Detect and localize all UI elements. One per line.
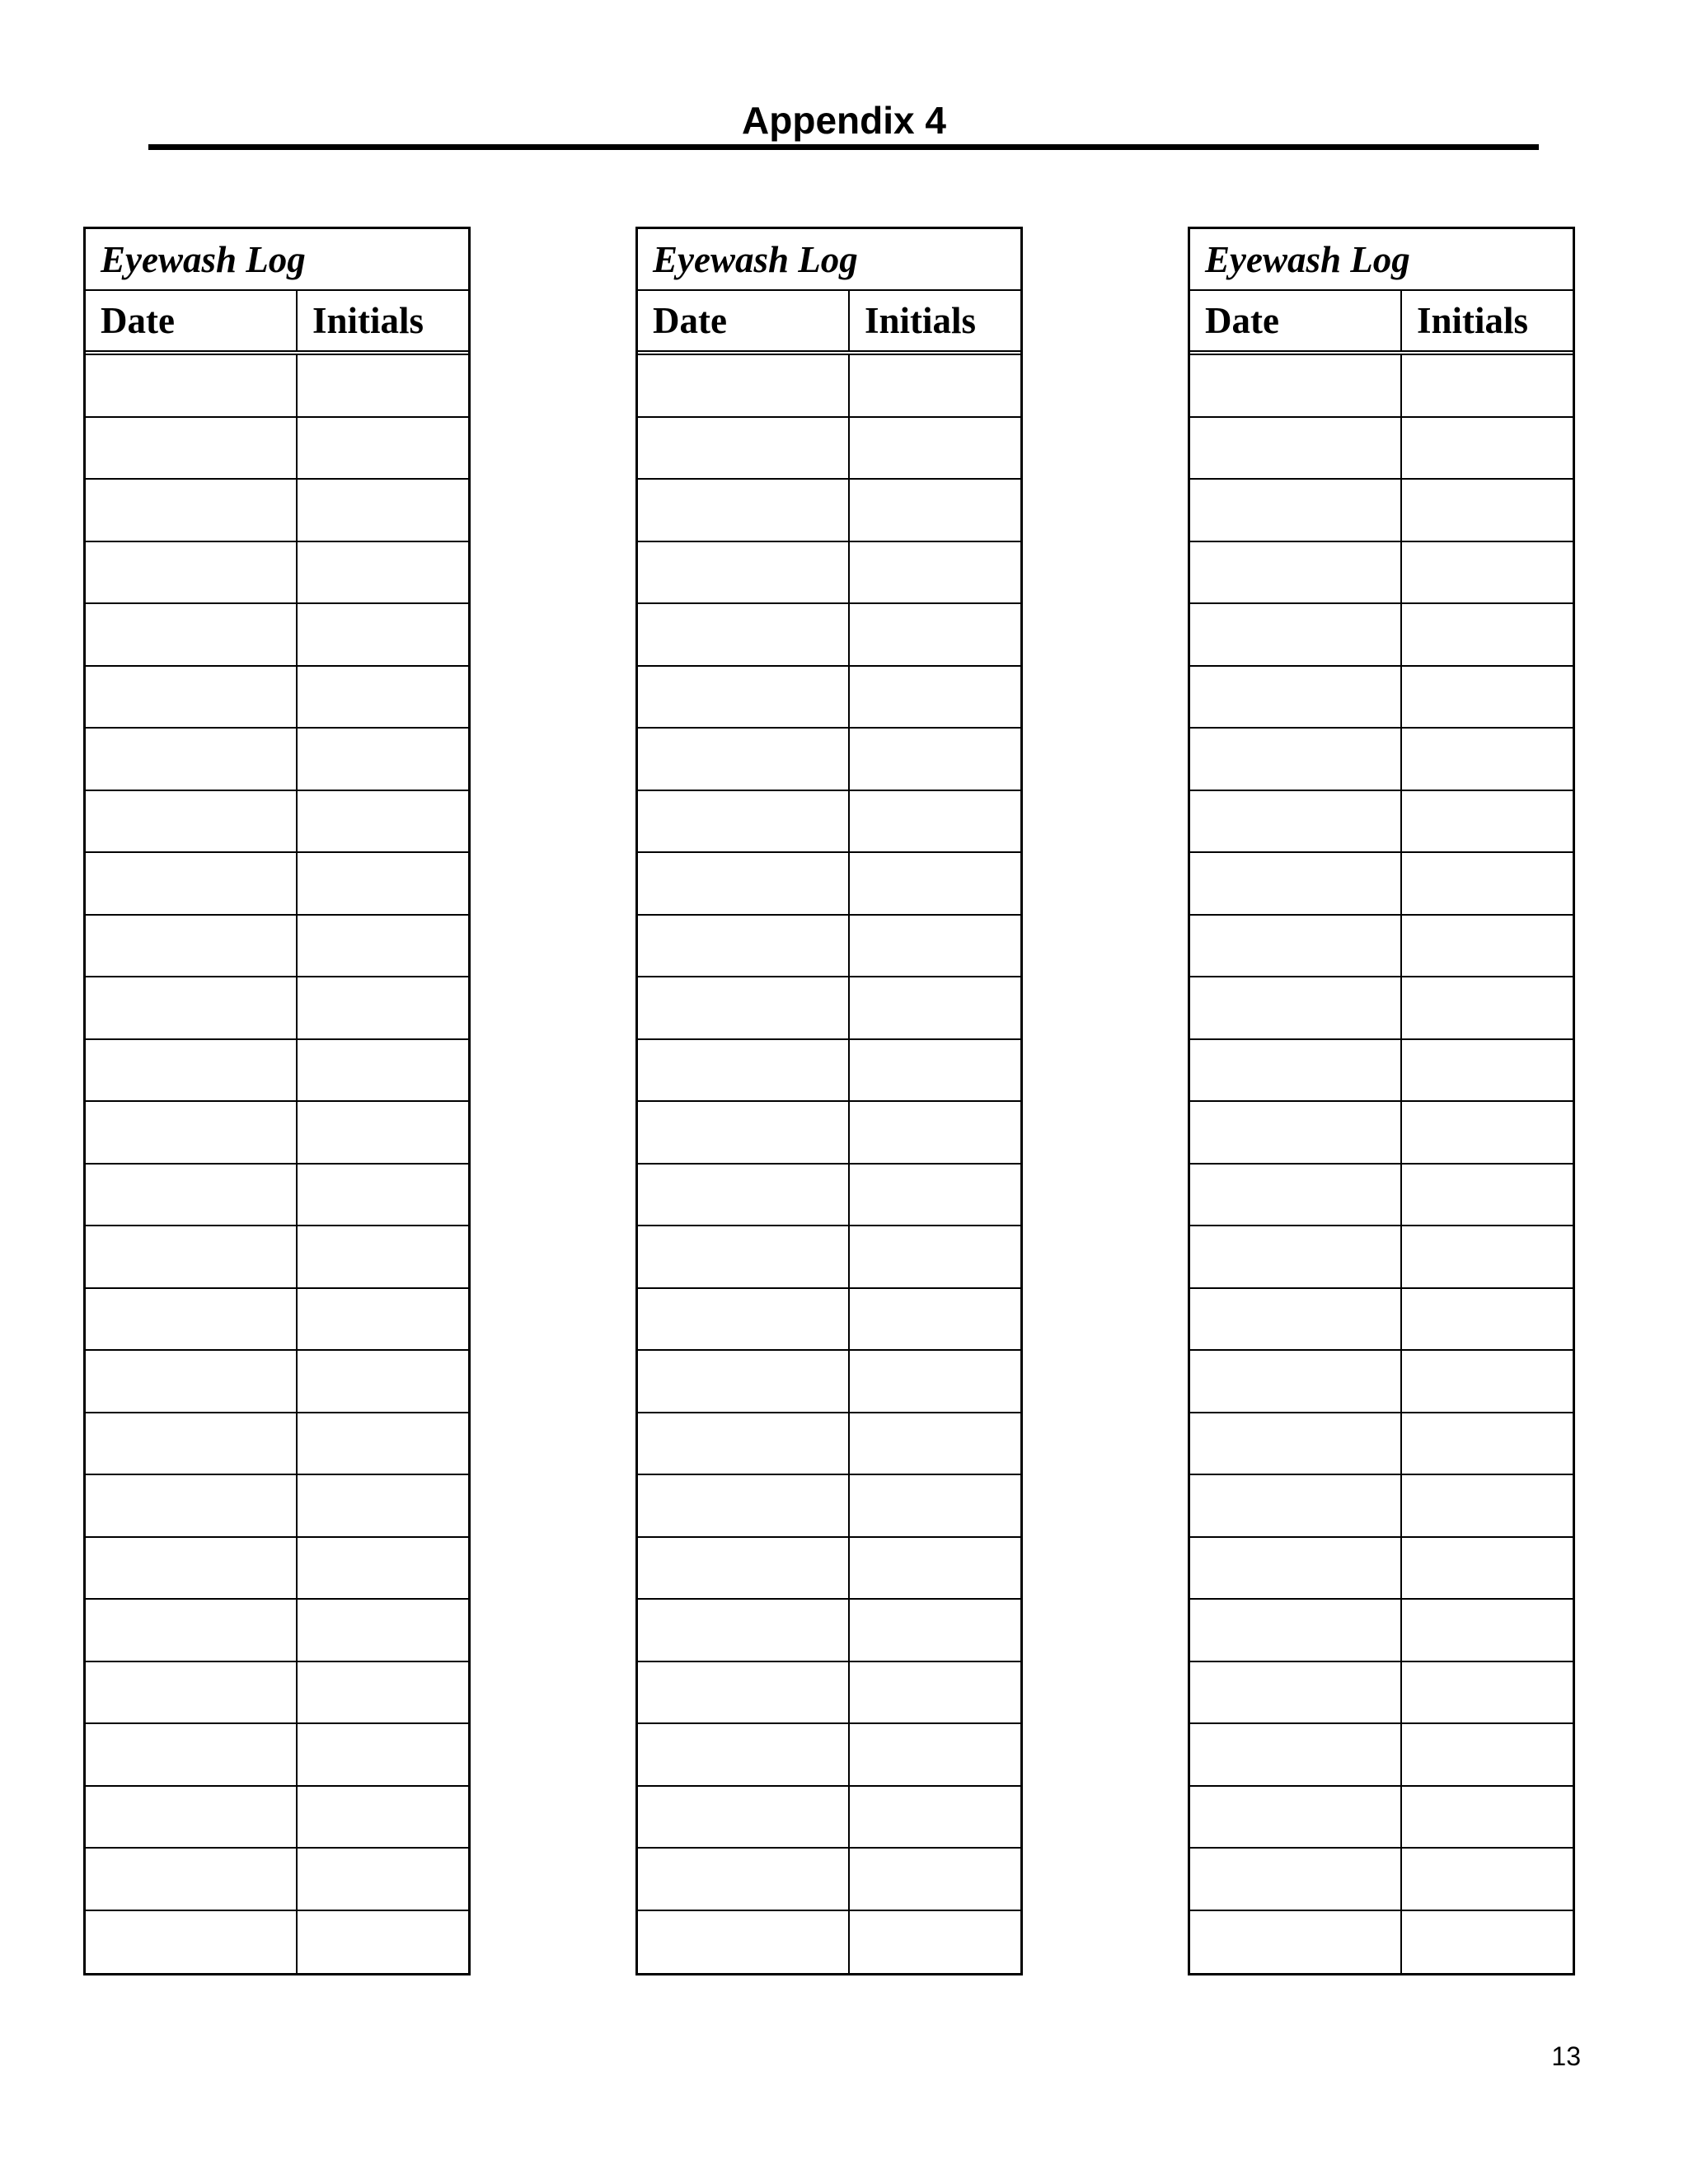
date-cell[interactable] (86, 1787, 298, 1848)
initials-column-header: Initials (312, 300, 424, 341)
log-row (86, 1351, 468, 1413)
initials-cell[interactable] (298, 791, 468, 852)
date-cell[interactable] (1190, 1226, 1402, 1287)
date-cell[interactable] (1190, 1413, 1402, 1474)
date-cell[interactable] (86, 604, 298, 665)
date-cell[interactable] (1190, 604, 1402, 665)
eyewash-log-table-1 (83, 227, 471, 1975)
log-row (638, 1413, 1020, 1476)
date-cell[interactable] (638, 480, 850, 541)
log-row (86, 1849, 468, 1911)
log-row (1190, 1413, 1573, 1476)
log-row (1190, 916, 1573, 978)
date-cell[interactable] (86, 355, 298, 416)
log-row (638, 667, 1020, 729)
log-row (638, 916, 1020, 978)
initials-cell[interactable] (298, 1911, 468, 1974)
initials-cell[interactable] (850, 604, 1020, 665)
initials-cell[interactable] (298, 1413, 468, 1474)
date-column-header: Date (638, 291, 850, 350)
date-cell[interactable] (1190, 853, 1402, 914)
log-title: Eyewash Log (86, 229, 468, 291)
log-row (1190, 1040, 1573, 1103)
initials-cell[interactable] (1402, 604, 1573, 665)
log-row (638, 355, 1020, 418)
date-cell[interactable] (86, 1662, 298, 1723)
date-cell[interactable] (638, 1538, 850, 1599)
eyewash-log-table-2 (635, 227, 1023, 1975)
log-row (1190, 1600, 1573, 1662)
initials-cell[interactable] (850, 1289, 1020, 1350)
date-column-header: Date (86, 291, 298, 350)
date-cell[interactable] (638, 542, 850, 603)
initials-cell[interactable] (298, 853, 468, 914)
log-row (86, 1040, 468, 1103)
initials-cell[interactable] (1402, 916, 1573, 977)
log-row (86, 1787, 468, 1849)
log-row (86, 1475, 468, 1538)
log-row (1190, 1662, 1573, 1725)
date-cell[interactable] (86, 1475, 298, 1536)
initials-cell[interactable] (850, 916, 1020, 977)
date-cell[interactable] (1190, 1662, 1402, 1723)
log-row (1190, 791, 1573, 854)
log-row (1190, 853, 1573, 916)
log-row (1190, 418, 1573, 480)
date-cell[interactable] (86, 1724, 298, 1785)
date-cell[interactable] (1190, 1351, 1402, 1412)
log-row (86, 604, 468, 667)
log-row (86, 1289, 468, 1352)
date-cell[interactable] (1190, 1165, 1402, 1226)
log-row (638, 1102, 1020, 1165)
log-header-row (86, 291, 468, 355)
date-cell[interactable] (86, 1165, 298, 1226)
initials-cell[interactable] (1402, 1600, 1573, 1661)
log-row (638, 480, 1020, 542)
date-cell[interactable] (1190, 1289, 1402, 1350)
log-row (638, 1475, 1020, 1538)
date-cell[interactable] (1190, 1787, 1402, 1848)
initials-cell[interactable] (1402, 1787, 1573, 1848)
log-row (638, 791, 1020, 854)
date-cell[interactable] (1190, 355, 1402, 416)
title-divider (148, 144, 1539, 150)
log-row (638, 1040, 1020, 1103)
log-row (1190, 977, 1573, 1040)
date-cell[interactable] (86, 916, 298, 977)
initials-cell[interactable] (850, 1538, 1020, 1599)
log-body (1190, 355, 1573, 1973)
date-cell[interactable] (638, 1102, 850, 1163)
initials-cell[interactable] (1402, 1289, 1573, 1350)
initials-cell[interactable] (850, 542, 1020, 603)
initials-cell[interactable] (298, 1165, 468, 1226)
initials-cell[interactable] (298, 729, 468, 790)
date-cell[interactable] (1190, 1911, 1402, 1974)
initials-cell[interactable] (1402, 1226, 1573, 1287)
initials-cell[interactable] (298, 916, 468, 977)
initials-cell[interactable] (298, 604, 468, 665)
date-cell[interactable] (638, 1849, 850, 1910)
date-cell[interactable] (638, 1662, 850, 1723)
initials-cell[interactable] (298, 1040, 468, 1101)
date-cell[interactable] (638, 1351, 850, 1412)
log-row (86, 916, 468, 978)
initials-cell[interactable] (850, 1102, 1020, 1163)
initials-cell[interactable] (1402, 1911, 1573, 1974)
date-cell[interactable] (638, 1413, 850, 1474)
initials-cell[interactable] (298, 1662, 468, 1723)
date-cell[interactable] (1190, 791, 1402, 852)
date-cell[interactable] (638, 1165, 850, 1226)
initials-column-header: Initials (865, 300, 977, 341)
initials-cell[interactable] (1402, 1475, 1573, 1536)
initials-cell[interactable] (298, 1724, 468, 1785)
log-row (86, 1165, 468, 1227)
date-cell[interactable] (86, 1849, 298, 1910)
initials-cell[interactable] (850, 1413, 1020, 1474)
initials-cell[interactable] (298, 418, 468, 479)
date-cell[interactable] (1190, 1849, 1402, 1910)
date-cell[interactable] (638, 977, 850, 1038)
initials-cell[interactable] (298, 977, 468, 1038)
initials-cell[interactable] (1402, 1849, 1573, 1910)
initials-cell[interactable] (850, 355, 1020, 416)
log-header-row (1190, 291, 1573, 355)
log-row (1190, 1911, 1573, 1974)
date-cell[interactable] (86, 1600, 298, 1661)
log-row (638, 418, 1020, 480)
log-row (1190, 1849, 1573, 1911)
date-cell[interactable] (86, 729, 298, 790)
log-row (86, 1600, 468, 1662)
log-row (638, 1849, 1020, 1911)
initials-cell[interactable] (298, 1351, 468, 1412)
initials-cell[interactable] (1402, 418, 1573, 479)
initials-cell[interactable] (850, 1724, 1020, 1785)
initials-cell[interactable] (850, 729, 1020, 790)
log-row (1190, 1226, 1573, 1289)
log-row (86, 977, 468, 1040)
log-row (638, 1165, 1020, 1227)
date-cell[interactable] (86, 1289, 298, 1350)
log-row (638, 1226, 1020, 1289)
initials-cell[interactable] (850, 1351, 1020, 1412)
log-row (638, 1600, 1020, 1662)
initials-cell[interactable] (298, 1102, 468, 1163)
date-cell[interactable] (1190, 977, 1402, 1038)
log-row (1190, 1538, 1573, 1601)
date-cell[interactable] (1190, 916, 1402, 977)
initials-cell[interactable] (298, 1787, 468, 1848)
initials-cell[interactable] (298, 1538, 468, 1599)
log-row (638, 1538, 1020, 1601)
eyewash-log-table-3 (1188, 227, 1575, 1975)
initials-cell[interactable] (298, 480, 468, 541)
initials-cell[interactable] (850, 1040, 1020, 1101)
log-title: Eyewash Log (1190, 229, 1573, 291)
date-cell[interactable] (1190, 1538, 1402, 1599)
log-row (638, 1911, 1020, 1974)
date-cell[interactable] (638, 1787, 850, 1848)
initials-cell[interactable] (1402, 1040, 1573, 1101)
initials-cell[interactable] (850, 480, 1020, 541)
initials-cell[interactable] (850, 1911, 1020, 1974)
initials-cell[interactable] (298, 1289, 468, 1350)
initials-cell[interactable] (850, 1787, 1020, 1848)
date-cell[interactable] (638, 1724, 850, 1785)
initials-cell[interactable] (850, 1662, 1020, 1723)
log-row (86, 1538, 468, 1601)
initials-cell[interactable] (1402, 1351, 1573, 1412)
log-row (1190, 1351, 1573, 1413)
initials-cell[interactable] (298, 355, 468, 416)
log-row (638, 1289, 1020, 1352)
log-row (1190, 355, 1573, 418)
date-column-header: Date (1190, 291, 1402, 350)
log-row (1190, 667, 1573, 729)
log-row (638, 604, 1020, 667)
initials-cell[interactable] (850, 853, 1020, 914)
log-row (1190, 729, 1573, 791)
initials-cell[interactable] (1402, 480, 1573, 541)
initials-cell[interactable] (298, 1475, 468, 1536)
initials-cell[interactable] (1402, 1102, 1573, 1163)
log-row (86, 480, 468, 542)
initials-cell[interactable] (1402, 853, 1573, 914)
log-row (86, 542, 468, 605)
date-cell[interactable] (638, 1475, 850, 1536)
date-cell[interactable] (638, 418, 850, 479)
date-cell[interactable] (638, 604, 850, 665)
log-row (86, 1911, 468, 1974)
log-row (86, 1226, 468, 1289)
date-cell[interactable] (86, 977, 298, 1038)
date-cell[interactable] (86, 1040, 298, 1101)
log-row (1190, 1787, 1573, 1849)
log-row (1190, 1289, 1573, 1352)
log-row (638, 542, 1020, 605)
initials-cell[interactable] (1402, 542, 1573, 603)
page-title: Appendix 4 (742, 99, 946, 142)
date-cell[interactable] (638, 355, 850, 416)
log-title: Eyewash Log (638, 229, 1020, 291)
date-cell[interactable] (638, 1289, 850, 1350)
initials-cell[interactable] (1402, 1165, 1573, 1226)
initials-cell[interactable] (298, 542, 468, 603)
log-row (1190, 1165, 1573, 1227)
date-cell[interactable] (86, 791, 298, 852)
log-row (86, 418, 468, 480)
log-row (86, 1662, 468, 1725)
initials-cell[interactable] (850, 1849, 1020, 1910)
initials-column-header: Initials (1417, 300, 1529, 341)
log-row (1190, 480, 1573, 542)
date-cell[interactable] (1190, 1600, 1402, 1661)
initials-cell[interactable] (298, 1849, 468, 1910)
date-cell[interactable] (86, 418, 298, 479)
date-cell[interactable] (86, 542, 298, 603)
initials-cell[interactable] (1402, 729, 1573, 790)
date-cell[interactable] (638, 1040, 850, 1101)
initials-cell[interactable] (1402, 667, 1573, 728)
date-cell[interactable] (1190, 1040, 1402, 1101)
log-row (86, 1102, 468, 1165)
date-cell[interactable] (86, 1911, 298, 1974)
initials-cell[interactable] (850, 667, 1020, 728)
initials-cell[interactable] (298, 1226, 468, 1287)
date-cell[interactable] (86, 1351, 298, 1412)
date-cell[interactable] (1190, 667, 1402, 728)
log-row (86, 667, 468, 729)
date-cell[interactable] (86, 1413, 298, 1474)
log-row (86, 355, 468, 418)
date-cell[interactable] (1190, 1475, 1402, 1536)
date-cell[interactable] (1190, 1724, 1402, 1785)
log-row (1190, 1475, 1573, 1538)
log-row (638, 1662, 1020, 1725)
date-cell[interactable] (86, 1226, 298, 1287)
date-cell[interactable] (86, 853, 298, 914)
initials-cell[interactable] (850, 977, 1020, 1038)
log-row (1190, 1724, 1573, 1787)
date-cell[interactable] (638, 667, 850, 728)
initials-cell[interactable] (1402, 1413, 1573, 1474)
initials-cell[interactable] (850, 1475, 1020, 1536)
log-row (86, 1724, 468, 1787)
log-row (86, 791, 468, 854)
date-cell[interactable] (638, 729, 850, 790)
initials-cell[interactable] (850, 418, 1020, 479)
initials-cell[interactable] (850, 1165, 1020, 1226)
date-cell[interactable] (1190, 480, 1402, 541)
initials-cell[interactable] (850, 791, 1020, 852)
log-row (1190, 1102, 1573, 1165)
log-header-row (638, 291, 1020, 355)
date-cell[interactable] (638, 1226, 850, 1287)
log-row (638, 729, 1020, 791)
log-body (86, 355, 468, 1973)
log-row (638, 1351, 1020, 1413)
log-row (86, 729, 468, 791)
date-cell[interactable] (86, 480, 298, 541)
log-row (1190, 604, 1573, 667)
initials-cell[interactable] (1402, 977, 1573, 1038)
initials-cell[interactable] (1402, 1724, 1573, 1785)
log-row (638, 977, 1020, 1040)
date-cell[interactable] (86, 1538, 298, 1599)
date-cell[interactable] (638, 791, 850, 852)
initials-cell[interactable] (850, 1226, 1020, 1287)
page-number: 13 (1551, 2041, 1581, 2071)
initials-cell[interactable] (850, 1600, 1020, 1661)
log-body (638, 355, 1020, 1973)
log-row (1190, 542, 1573, 605)
date-cell[interactable] (638, 916, 850, 977)
initials-cell[interactable] (1402, 355, 1573, 416)
date-cell[interactable] (638, 853, 850, 914)
log-row (86, 853, 468, 916)
date-cell[interactable] (86, 1102, 298, 1163)
log-row (638, 1724, 1020, 1787)
date-cell[interactable] (1190, 418, 1402, 479)
date-cell[interactable] (638, 1600, 850, 1661)
initials-cell[interactable] (1402, 791, 1573, 852)
date-cell[interactable] (1190, 729, 1402, 790)
date-cell[interactable] (1190, 1102, 1402, 1163)
initials-cell[interactable] (1402, 1538, 1573, 1599)
log-row (86, 1413, 468, 1476)
date-cell[interactable] (1190, 542, 1402, 603)
initials-cell[interactable] (1402, 1662, 1573, 1723)
log-row (638, 853, 1020, 916)
date-cell[interactable] (638, 1911, 850, 1974)
initials-cell[interactable] (298, 1600, 468, 1661)
log-row (638, 1787, 1020, 1849)
initials-cell[interactable] (298, 667, 468, 728)
date-cell[interactable] (86, 667, 298, 728)
